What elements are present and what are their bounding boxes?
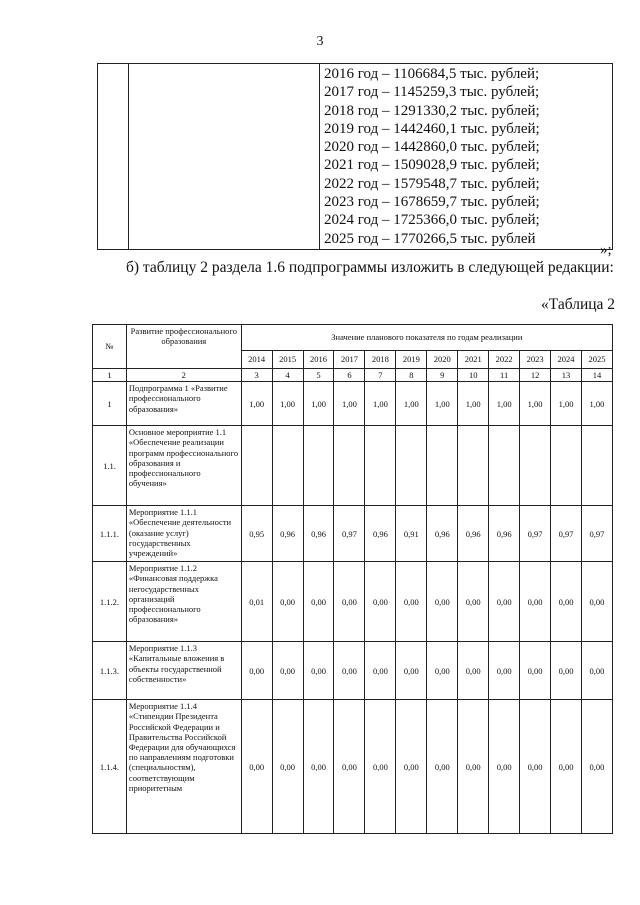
year-cell: 2024 xyxy=(551,351,582,369)
year-cell: 2014 xyxy=(241,351,272,369)
value-cell: 0,00 xyxy=(458,642,489,700)
funding-line: 2017 год – 1145259,3 тыс. рублей; xyxy=(324,84,540,101)
funding-line: 2025 год – 1770266,5 тыс. рублей xyxy=(324,230,536,247)
value-cell: 1,00 xyxy=(396,382,427,426)
value-cell: 0,00 xyxy=(581,562,612,642)
funding-line: 2024 год – 1725366,0 тыс. рублей; xyxy=(324,212,540,229)
table-row xyxy=(93,700,613,834)
value-cell: 1,00 xyxy=(303,382,334,426)
value-cell: 0,96 xyxy=(489,506,520,562)
value-cell: 0,00 xyxy=(551,562,582,642)
year-cell: 2018 xyxy=(365,351,396,369)
col-number: 9 xyxy=(427,369,458,382)
value-cell: 0,00 xyxy=(427,642,458,700)
row-number: 1.1. xyxy=(93,426,127,506)
value-cell: 0,00 xyxy=(396,642,427,700)
col-number: 3 xyxy=(241,369,272,382)
row-number: 1.1.4. xyxy=(93,700,127,834)
col-number: 1 xyxy=(93,369,127,382)
year-cell: 2021 xyxy=(458,351,489,369)
funding-line: 2018 год – 1291330,2 тыс. рублей; xyxy=(324,102,540,119)
header-name: Развитие профессионального образования xyxy=(126,325,241,369)
funding-line: 2016 год – 1106684,5 тыс. рублей; xyxy=(324,66,540,82)
col-number: 2 xyxy=(126,369,241,382)
funding-line: 2022 год – 1579548,7 тыс. рублей; xyxy=(324,175,540,192)
value-cell: 1,00 xyxy=(334,382,365,426)
value-cell: 0,01 xyxy=(241,562,272,642)
value-cell: 0,91 xyxy=(396,506,427,562)
value-cell: 0,96 xyxy=(365,506,396,562)
value-cell: 0,95 xyxy=(241,506,272,562)
col-number: 13 xyxy=(551,369,582,382)
funding-lines xyxy=(320,64,613,250)
col-number: 7 xyxy=(365,369,396,382)
value-cell: 0,00 xyxy=(520,642,551,700)
value-cell xyxy=(334,426,365,506)
value-cell: 0,00 xyxy=(272,642,303,700)
year-cell: 2025 xyxy=(581,351,612,369)
value-cell: 0,00 xyxy=(365,562,396,642)
value-cell: 0,96 xyxy=(272,506,303,562)
value-cell: 0,00 xyxy=(334,700,365,834)
value-cell: 1,00 xyxy=(458,382,489,426)
value-cell: 0,00 xyxy=(551,700,582,834)
year-cell: 2020 xyxy=(427,351,458,369)
value-cell: 0,00 xyxy=(520,562,551,642)
table-row xyxy=(93,382,613,426)
value-cell: 0,00 xyxy=(551,642,582,700)
value-cell xyxy=(551,426,582,506)
funding-line: 2023 год – 1678659,7 тыс. рублей; xyxy=(324,194,540,211)
value-cell: 0,00 xyxy=(396,700,427,834)
col-number: 10 xyxy=(458,369,489,382)
value-cell: 0,00 xyxy=(241,642,272,700)
value-cell: 0,00 xyxy=(458,562,489,642)
value-cell: 0,97 xyxy=(551,506,582,562)
value-cell: 0,00 xyxy=(365,700,396,834)
year-cell: 2022 xyxy=(489,351,520,369)
row-name: Мероприятие 1.1.4 «Стипендии Президента Российской Федерации и Правительства Российской Федерации для обучающихся по направлениям подготовки (специальностям), соответствующим приоритетным xyxy=(126,700,241,834)
closing-quote: »; xyxy=(600,242,612,258)
value-cell: 1,00 xyxy=(365,382,396,426)
value-cell: 0,00 xyxy=(334,642,365,700)
value-cell xyxy=(520,426,551,506)
table-row xyxy=(93,426,613,506)
year-cell: 2019 xyxy=(396,351,427,369)
value-cell xyxy=(272,426,303,506)
value-cell: 0,96 xyxy=(303,506,334,562)
value-cell xyxy=(489,426,520,506)
year-cell: 2023 xyxy=(520,351,551,369)
table-row xyxy=(93,562,613,642)
row-name: Основное мероприятие 1.1 «Обеспечение реализации программ профессионального образования и профессионального обучения» xyxy=(126,426,241,506)
value-cell: 0,96 xyxy=(427,506,458,562)
value-cell: 0,00 xyxy=(581,700,612,834)
value-cell: 1,00 xyxy=(272,382,303,426)
value-cell: 1,00 xyxy=(520,382,551,426)
funding-cell-empty-1 xyxy=(98,64,129,250)
row-number: 1.1.2. xyxy=(93,562,127,642)
col-number: 11 xyxy=(489,369,520,382)
value-cell: 0,00 xyxy=(458,700,489,834)
funding-table xyxy=(97,63,613,250)
value-cell: 0,00 xyxy=(520,700,551,834)
row-name: Мероприятие 1.1.1 «Обеспечение деятельности (оказание услуг) государственных учреждений» xyxy=(126,506,241,562)
row-name: Подпрограмма 1 «Развитие профессионального образования» xyxy=(126,382,241,426)
page-number: 3 xyxy=(316,34,324,49)
value-cell xyxy=(365,426,396,506)
value-cell: 0,00 xyxy=(489,700,520,834)
value-cell: 0,00 xyxy=(303,642,334,700)
column-numbers-row xyxy=(93,369,613,382)
value-cell: 0,00 xyxy=(489,562,520,642)
row-name: Мероприятие 1.1.2 «Финансовая поддержка негосударственных организаций профессионального образования» xyxy=(126,562,241,642)
row-number: 1.1.3. xyxy=(93,642,127,700)
value-cell xyxy=(581,426,612,506)
value-cell xyxy=(303,426,334,506)
funding-line: 2019 год – 1442460,1 тыс. рублей; xyxy=(324,120,540,137)
value-cell: 0,00 xyxy=(489,642,520,700)
value-cell: 0,00 xyxy=(581,642,612,700)
col-number: 8 xyxy=(396,369,427,382)
instruction-text: б) таблицу 2 раздела 1.6 подпрограммы изложить в следующей редакции: xyxy=(126,259,614,276)
value-cell: 0,00 xyxy=(303,562,334,642)
value-cell: 0,00 xyxy=(427,700,458,834)
value-cell: 0,96 xyxy=(458,506,489,562)
table-caption: «Таблица 2 xyxy=(541,296,616,313)
value-cell: 0,97 xyxy=(334,506,365,562)
header-values: Значение планового показателя по годам реализации xyxy=(241,325,612,351)
value-cell: 0,00 xyxy=(241,700,272,834)
col-number: 12 xyxy=(520,369,551,382)
funding-cell-empty-2 xyxy=(129,64,320,250)
header-no: № xyxy=(93,325,127,369)
value-cell: 0,00 xyxy=(396,562,427,642)
value-cell xyxy=(396,426,427,506)
value-cell: 0,00 xyxy=(334,562,365,642)
table-row xyxy=(93,506,613,562)
value-cell: 1,00 xyxy=(551,382,582,426)
indicator-table xyxy=(92,324,613,834)
funding-line: 2021 год – 1509028,9 тыс. рублей; xyxy=(324,157,540,174)
year-cell: 2017 xyxy=(334,351,365,369)
value-cell: 0,00 xyxy=(303,700,334,834)
value-cell: 0,00 xyxy=(272,562,303,642)
value-cell xyxy=(241,426,272,506)
value-cell: 0,00 xyxy=(272,700,303,834)
col-number: 5 xyxy=(303,369,334,382)
row-number: 1 xyxy=(93,382,127,426)
col-number: 4 xyxy=(272,369,303,382)
value-cell xyxy=(427,426,458,506)
row-number: 1.1.1. xyxy=(93,506,127,562)
value-cell: 1,00 xyxy=(241,382,272,426)
value-cell: 1,00 xyxy=(581,382,612,426)
value-cell xyxy=(458,426,489,506)
value-cell: 1,00 xyxy=(489,382,520,426)
value-cell: 0,00 xyxy=(365,642,396,700)
funding-line: 2020 год – 1442860,0 тыс. рублей; xyxy=(324,139,540,156)
value-cell: 0,97 xyxy=(581,506,612,562)
table-row xyxy=(93,642,613,700)
value-cell: 1,00 xyxy=(427,382,458,426)
year-cell: 2016 xyxy=(303,351,334,369)
value-cell: 0,00 xyxy=(427,562,458,642)
value-cell: 0,97 xyxy=(520,506,551,562)
year-cell: 2015 xyxy=(272,351,303,369)
col-number: 6 xyxy=(334,369,365,382)
col-number: 14 xyxy=(581,369,612,382)
row-name: Мероприятие 1.1.3 «Капитальные вложения в объекты государственной собственности» xyxy=(126,642,241,700)
